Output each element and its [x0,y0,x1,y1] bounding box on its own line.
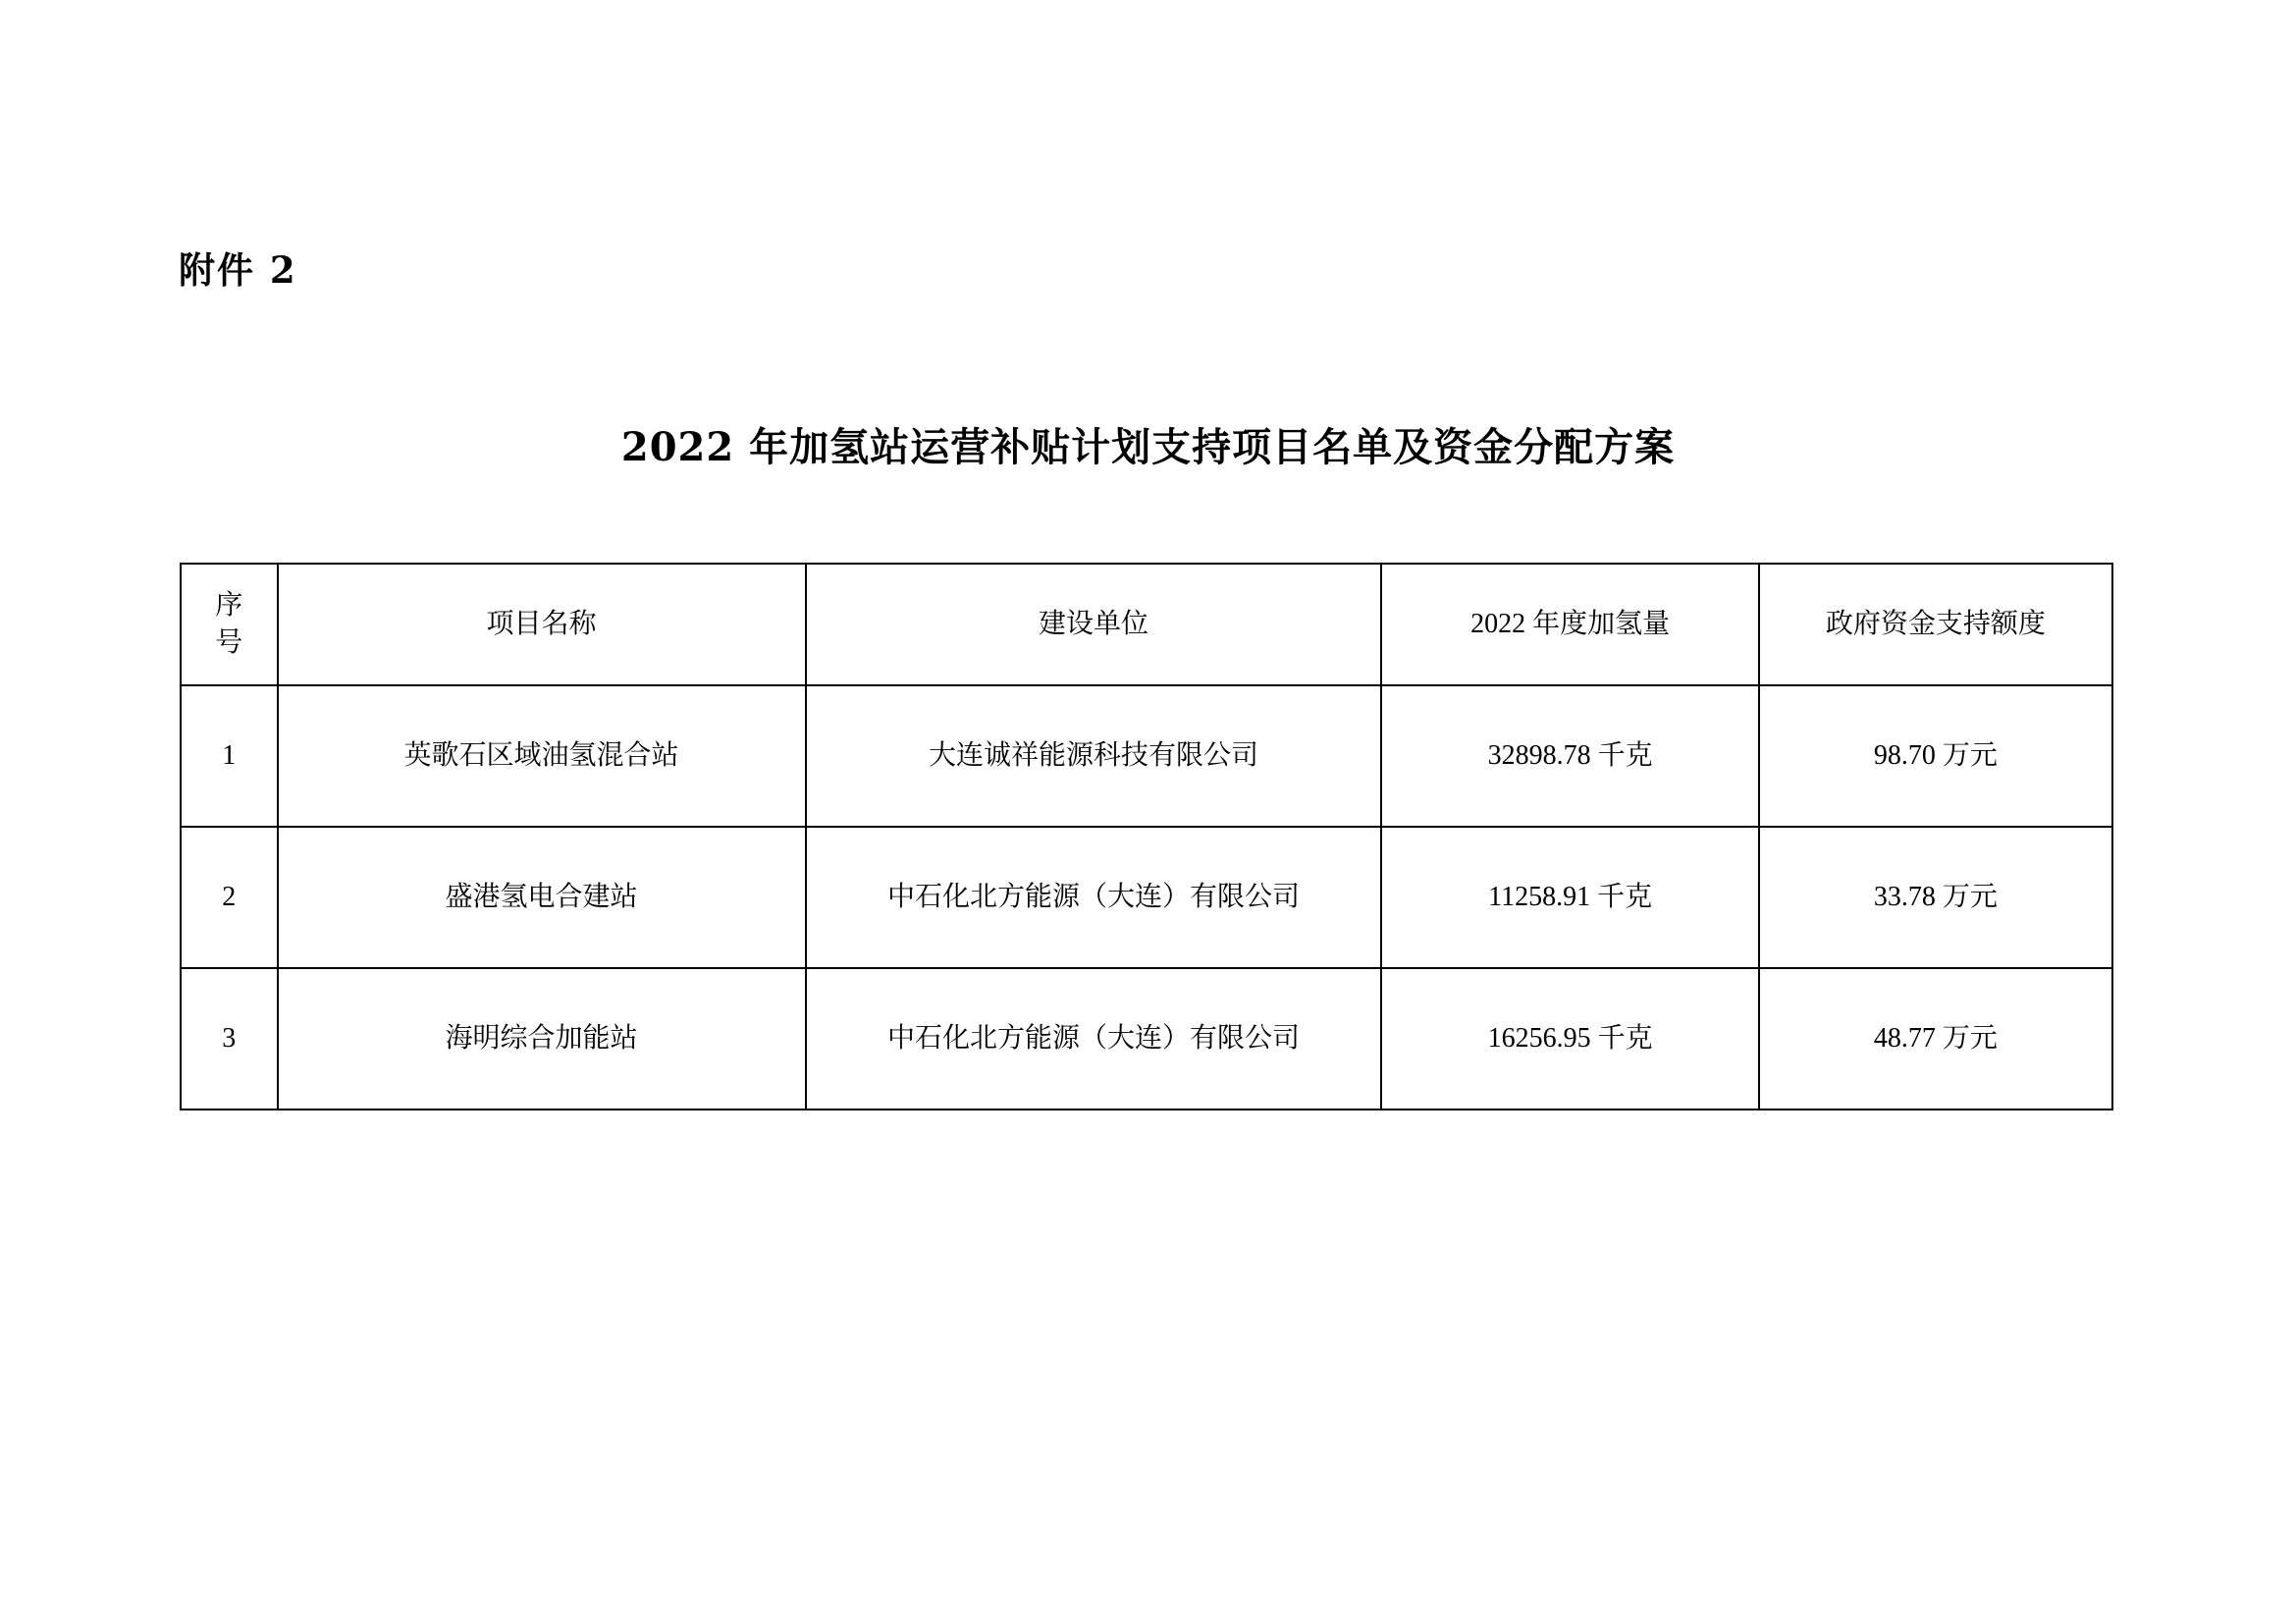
attachment-label: 附件 2 [179,248,297,292]
fund-allocation-table [180,563,2113,1110]
cell-fund-support: 48.77 万元 [1759,968,2112,1110]
cell-project-name: 盛港氢电合建站 [278,827,806,968]
column-header-index-line2: 号 [215,627,243,658]
table-row [181,685,2112,827]
cell-build-unit: 中石化北方能源（大连）有限公司 [806,827,1382,968]
column-header-index [181,564,278,685]
table-header-row [181,564,2112,685]
table-row [181,968,2112,1110]
cell-build-unit: 中石化北方能源（大连）有限公司 [806,968,1382,1110]
cell-project-name: 英歌石区域油氢混合站 [278,685,806,827]
cell-hydrogen-amount: 11258.91 千克 [1381,827,1758,968]
cell-project-name: 海明综合加能站 [278,968,806,1110]
table-header [181,564,2112,685]
cell-fund-support: 33.78 万元 [1759,827,2112,968]
cell-fund-support: 98.70 万元 [1759,685,2112,827]
fund-allocation-table-wrapper [180,563,2113,1110]
page-title: 2022 年加氢站运营补贴计划支持项目名单及资金分配方案 [620,424,1676,470]
cell-hydrogen-amount: 16256.95 千克 [1381,968,1758,1110]
column-header-hydrogen-amount: 2022 年度加氢量 [1381,564,1758,685]
table-body [181,685,2112,1110]
column-header-project-name: 项目名称 [278,564,806,685]
cell-build-unit: 大连诚祥能源科技有限公司 [806,685,1382,827]
table-row [181,827,2112,968]
cell-hydrogen-amount: 32898.78 千克 [1381,685,1758,827]
column-header-index-line1: 序 [215,590,243,622]
column-header-build-unit: 建设单位 [806,564,1382,685]
cell-index: 2 [181,827,278,968]
cell-index: 3 [181,968,278,1110]
cell-index: 1 [181,685,278,827]
column-header-fund-support: 政府资金支持额度 [1759,564,2112,685]
